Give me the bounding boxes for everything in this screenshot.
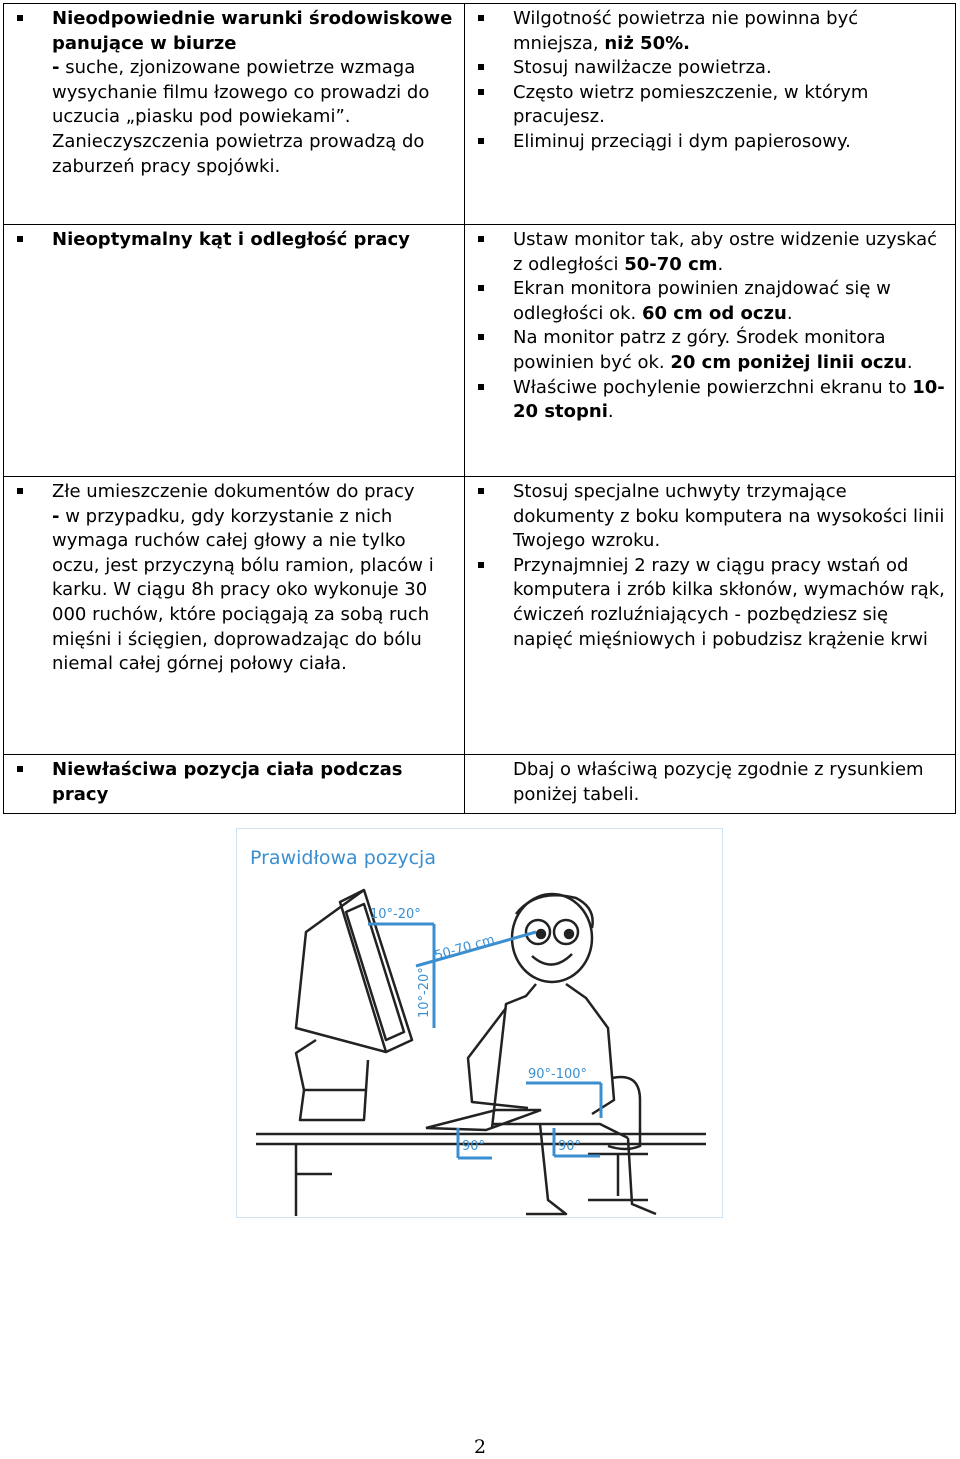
list-item xyxy=(473,480,947,554)
advice-emphasis: 10-20 stopni xyxy=(513,376,945,423)
advice-text: Wilgotność powietrza nie powinna być mniejsza, xyxy=(513,8,859,54)
knee-angle-label: 90° xyxy=(558,1139,582,1154)
advice-text: . xyxy=(717,253,724,275)
list-item xyxy=(12,480,456,677)
list-item xyxy=(473,7,947,56)
advice-text: Stosuj specjalne uchwyty trzymające dokumenty z boku komputera na wysokości linii Twojego wzroku. xyxy=(513,481,945,552)
list-item xyxy=(473,228,947,277)
problem-title: Niewłaściwa pozycja ciała podczas pracy xyxy=(52,759,403,805)
problem-title: Złe umieszczenie dokumentów do pracy xyxy=(52,481,415,502)
hip-angle-label: 90° xyxy=(462,1139,486,1154)
advice-cell xyxy=(465,4,956,225)
advice-emphasis: 50-70 cm xyxy=(624,253,718,275)
advice-emphasis: niż 50%. xyxy=(604,32,690,54)
advice-emphasis: 20 cm poniżej linii oczu xyxy=(670,351,907,373)
list-item xyxy=(12,228,456,253)
elbow-angle-label: 90°-100° xyxy=(528,1067,588,1082)
eye-line-angle-label: 10°-20° xyxy=(417,967,432,1018)
viewing-distance-label: 50-70 cm xyxy=(432,932,497,964)
problem-cell xyxy=(4,477,465,755)
advice-cell xyxy=(465,755,956,814)
table-row xyxy=(4,755,956,814)
problem-description: w przypadku, gdy korzystanie z nich wymaga ruchów całej głowy a nie tylko oczu, jest przyczyną bólu ramion, placów i karku. W ciągu 8h pracy oko wykonuje 30 000 ruchów, które pociągają za sobą ruch mięśni i ścięgien, doprowadzając do bólu niemal całej górnej połowy ciała. xyxy=(52,505,434,675)
problem-cell xyxy=(4,225,465,477)
problem-title: Nieoptymalny kąt i odległość pracy xyxy=(52,229,410,250)
list-item xyxy=(473,56,947,81)
advice-cell xyxy=(465,225,956,477)
table-row xyxy=(4,477,956,755)
dash: - xyxy=(52,505,60,527)
advice-text: Dbaj o właściwą pozycję zgodnie z rysunkiem poniżej tabeli. xyxy=(513,759,924,805)
list-item xyxy=(473,326,947,375)
advice-text: Właściwe pochylenie powierzchni ekranu to xyxy=(513,376,913,398)
list-item xyxy=(473,554,947,652)
guidelines-table xyxy=(3,3,956,814)
screen-tilt-label: 10°-20° xyxy=(370,907,421,922)
advice-text: Stosuj nawilżacze powietrza. xyxy=(513,57,772,79)
list-item xyxy=(473,277,947,326)
advice-text: . xyxy=(607,401,614,423)
advice-text: Eliminuj przeciągi i dym papierosowy. xyxy=(513,130,851,152)
advice-text: Ekran monitora powinien znajdować się w odległości ok. xyxy=(513,278,891,324)
dash: - xyxy=(52,57,60,79)
illustration-title: Prawidłowa pozycja xyxy=(250,847,436,869)
problem-cell xyxy=(4,4,465,225)
list-item xyxy=(12,7,456,179)
page-number: 2 xyxy=(473,1436,487,1458)
table-row xyxy=(4,4,956,225)
list-item xyxy=(473,81,947,130)
posture-illustration xyxy=(236,828,723,1218)
list-item xyxy=(473,376,947,425)
table-row xyxy=(4,225,956,477)
advice-text: Na monitor patrz z góry. Środek monitora powinien być ok. xyxy=(513,327,886,373)
advice-text: Przynajmniej 2 razy w ciągu pracy wstań od komputera i zrób kilka skłonów, wymachów rąk, ćwiczeń rozluźniających - pozbędziesz się napięć mięśniowych i pobudzisz krążenie krwi xyxy=(513,554,945,650)
list-item xyxy=(12,758,456,807)
list-item xyxy=(473,130,947,155)
problem-description: suche, zjonizowane powietrze wzmaga wysychanie filmu łzowego co prowadzi do uczucia „piasku pod powiekami”. Zanieczyszczenia powietrza prowadzą do zaburzeń pracy spojówki. xyxy=(52,57,430,177)
advice-text: Często wietrz pomieszczenie, w którym pracujesz. xyxy=(513,81,869,128)
advice-text: . xyxy=(786,302,793,324)
advice-text: Ustaw monitor tak, aby ostre widzenie uzyskać z odległości xyxy=(513,229,938,275)
advice-cell xyxy=(465,477,956,755)
problem-title: Nieodpowiednie warunki środowiskowe panujące w biurze xyxy=(52,8,453,54)
advice-text: . xyxy=(906,351,913,373)
advice-emphasis: 60 cm od oczu xyxy=(641,302,787,324)
problem-cell xyxy=(4,755,465,814)
